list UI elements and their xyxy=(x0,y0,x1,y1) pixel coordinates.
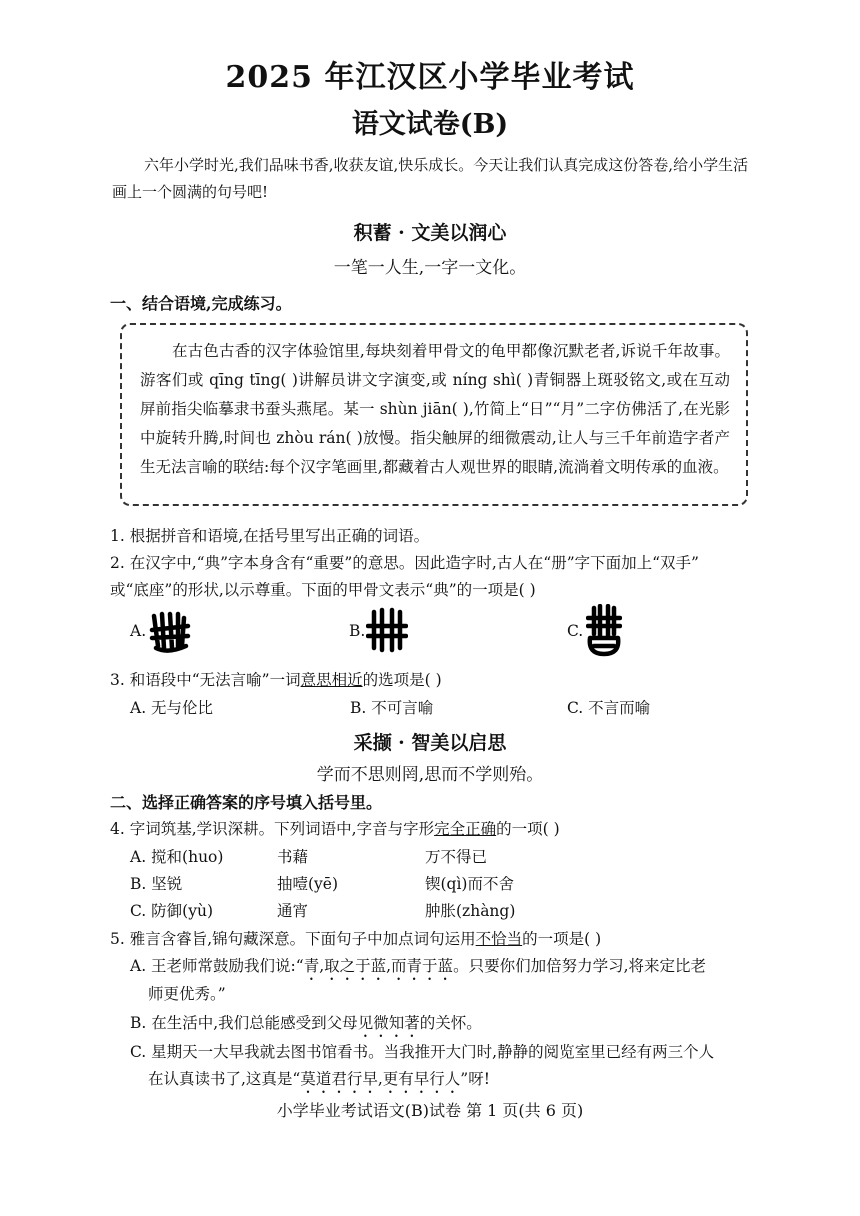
q4-row-b-col1: B. 坚锐 xyxy=(130,875,183,893)
q4-row-b-col2: 抽噎(yē) xyxy=(277,875,339,893)
q4-row-b-col3: 锲(qì)而不舍 xyxy=(425,875,514,893)
exam-title: 2025 年江汉区小学毕业考试 xyxy=(225,60,635,95)
oracle-bone-glyph-b-icon xyxy=(366,606,408,654)
q4-row-c-col3: 肿胀(zhàng) xyxy=(425,902,516,920)
q3-option-c: C. 不言而喻 xyxy=(567,699,651,717)
q2-option-a-label: A. xyxy=(130,622,147,640)
q2-option-c-label: C. xyxy=(567,622,584,640)
part2-heading: 二、选择正确答案的序号填入括号里。 xyxy=(110,793,383,812)
reading-passage-box xyxy=(120,323,748,506)
section1-quote: 一笔一人生,一字一文化。 xyxy=(333,258,527,278)
q5-option-c-line2: 在认真读书了,这真是“莫道君行早,更有早行人”呀! xyxy=(148,1070,490,1088)
question-4: 4. 字词筑基,学识深耕。下列词语中,字音与字形完全正确的一项( ) xyxy=(110,820,560,838)
q4-row-c-col2: 通宵 xyxy=(277,902,309,920)
reading-passage: 在古色古香的汉字体验馆里,每块刻着甲骨文的龟甲都像沉默老者,诉说千年故事。游客们或 qīng tīng( )讲解员讲文字演变,或 níng shì( )青铜器上斑驳铭文,或在互动屏前指尖临摹隶书蚕头燕尾。某一 shùn jiān( ),竹简上“日”“月”二字仿佛活了,在光影中旋转升腾,时间也 zhòu rán( )放慢。指尖触屏的细微震动,让人与三千年前造字者产生无法言喻的联结:每个汉字笔画里,都藏着古人观世界的眼睛,流淌着文明传承的血液。 xyxy=(140,342,730,476)
q5-option-c-line1: C. 星期天一大早我就去图书馆看书。当我推开大门时,静静的阅览室里已经有两三个人 xyxy=(130,1043,715,1061)
q5-option-b: B. 在生活中,我们总能感受到父母见微知著的关怀。 xyxy=(130,1014,482,1032)
question-2-line2: 或“底座”的形状,以示尊重。下面的甲骨文表示“典”的一项是( ) xyxy=(110,581,536,599)
question-5: 5. 雅言含睿旨,锦句藏深意。下面句子中加点词句运用不恰当的一项是( ) xyxy=(110,930,602,948)
section2-quote: 学而不思则罔,思而不学则殆。 xyxy=(316,765,544,785)
q4-row-c-col1: C. 防御(yù) xyxy=(130,902,213,920)
q5-b-dotted-text: 见微知著 xyxy=(357,1014,420,1032)
page-footer: 小学毕业考试语文(B)试卷 第 1 页(共 6 页) xyxy=(276,1101,584,1120)
q3-underlined-text: 意思相近 xyxy=(300,671,363,689)
q3-option-a: A. 无与伦比 xyxy=(130,699,214,717)
q2-option-b-label: B. xyxy=(349,622,366,640)
oracle-bone-glyph-a-icon xyxy=(148,608,192,654)
intro-paragraph: 六年小学时光,我们品味书香,收获友谊,快乐成长。今天让我们认真完成这份答卷,给小学生活画上一个圆满的句号吧! xyxy=(112,156,749,201)
section2-title: 采撷 · 智美以启思 xyxy=(353,732,507,754)
part1-heading: 一、结合语境,完成练习。 xyxy=(110,294,292,313)
q4-row-a-col3: 万不得已 xyxy=(425,848,488,866)
oracle-bone-glyph-c-icon xyxy=(586,604,622,658)
question-1: 1. 根据拼音和语境,在括号里写出正确的词语。 xyxy=(110,527,430,545)
q3-option-b: B. 不可言喻 xyxy=(350,699,434,717)
section1-title: 积蓄 · 文美以润心 xyxy=(353,222,507,244)
q5-option-a-line1: A. 王老师常鼓励我们说:“青,取之于蓝,而青于蓝。只要你们加倍努力学习,将来定比老 xyxy=(130,957,706,975)
question-3: 3. 和语段中“无法言喻”一词意思相近的选项是( ) xyxy=(110,671,442,689)
q4-underlined-text: 完全正确 xyxy=(434,820,497,838)
q5-underlined-text: 不恰当 xyxy=(475,930,523,948)
q5-a-dotted-text: 青,取之于蓝,而青于蓝 xyxy=(303,957,454,975)
q4-row-a-col1: A. 搅和(huo) xyxy=(130,848,224,866)
q4-row-a-col2: 书藉 xyxy=(277,848,309,866)
q5-c-dotted-text: 莫道君行早,更有早行人 xyxy=(300,1070,461,1088)
exam-subtitle: 语文试卷(B) xyxy=(351,109,509,140)
q5-option-a-line2: 师更优秀。” xyxy=(148,985,226,1003)
question-2-line1: 2. 在汉字中,“典”字本身含有“重要”的意思。因此造字时,古人在“册”字下面加上“双手” xyxy=(110,554,699,572)
